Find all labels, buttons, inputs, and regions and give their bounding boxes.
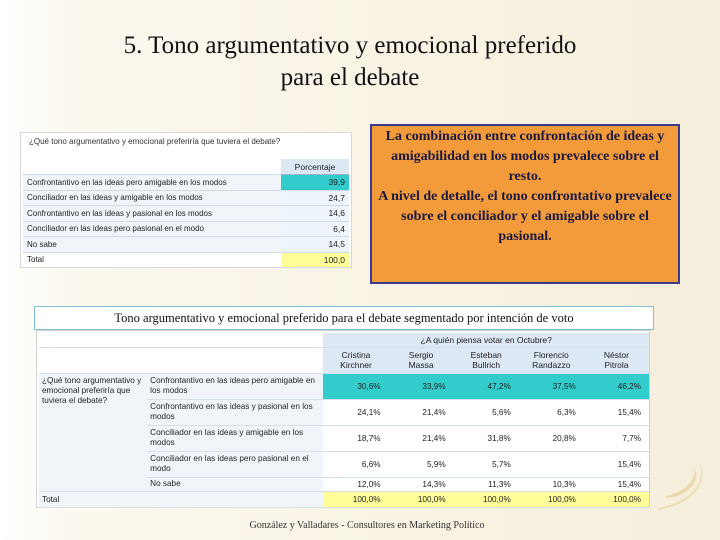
cell-value: 47,2% [454, 373, 519, 399]
candidate-first-name: Cristina [341, 350, 371, 360]
cell-value: 33,9% [389, 373, 454, 399]
table-row [23, 237, 349, 253]
candidate-last-name: Kirchner [340, 360, 372, 370]
swoosh-decoration-icon [648, 448, 718, 518]
candidate-header [323, 347, 388, 373]
cell-value: 20,8% [519, 425, 584, 451]
cell-value: 37,5% [519, 373, 584, 399]
cell-value: 7,7% [584, 425, 649, 451]
row-value: 24,7 [281, 190, 349, 206]
cell-value: 12,0% [323, 477, 388, 491]
table-row [23, 175, 349, 191]
callout-text-2: A nivel de detalle, el tono confrontativo prevalece sobre el conciliador y el amigable sobre el pasional. [378, 189, 672, 244]
candidate-first-name: Néstor [603, 350, 629, 360]
table-row [23, 221, 349, 237]
row-value: 39,9 [281, 175, 349, 191]
table-row [23, 206, 349, 222]
total-value: 100,0% [584, 491, 649, 507]
row-label: Confrontantivo en las ideas y pasional en los modos [23, 206, 281, 222]
cell-value: 31,8% [454, 425, 519, 451]
candidate-last-name: Pitrola [604, 360, 629, 370]
row-question: ¿Qué tono argumentativo y emocional preferiría que tuviera el debate? [39, 373, 147, 491]
cell-value: 6,6% [323, 451, 388, 477]
vote-question: ¿A quién piensa votar en Octubre? [323, 333, 649, 347]
table-row [39, 373, 649, 399]
total-value: 100,0% [389, 491, 454, 507]
cell-value: 21,4% [389, 425, 454, 451]
segmented-table [39, 333, 649, 508]
segmented-table-panel [36, 330, 650, 508]
row-value: 6,4 [281, 221, 349, 237]
total-value: 100,0% [519, 491, 584, 507]
candidate-last-name: Massa [408, 360, 434, 370]
summary-question: ¿Qué tono argumentativo y emocional preferiría que tuviera el debate? [29, 137, 281, 146]
header-blank [39, 333, 323, 347]
total-row [39, 491, 649, 507]
cell-value: 15,4% [584, 477, 649, 491]
cell-value: 18,7% [323, 425, 388, 451]
header-blank [39, 347, 323, 373]
row-label: No sabe [23, 237, 281, 253]
cell-value: 24,1% [323, 399, 388, 425]
summary-table [23, 159, 349, 268]
title-line-2: para el debate [280, 64, 420, 91]
slide-title [0, 30, 700, 94]
summary-header-percent: Porcentaje [281, 159, 349, 175]
row-value: 14,5 [281, 237, 349, 253]
cell-value: 46,2% [584, 373, 649, 399]
candidate-header [454, 347, 519, 373]
cell-value: 5,7% [454, 451, 519, 477]
candidate-last-name: Randazzo [532, 360, 571, 370]
cell-value [519, 451, 584, 477]
row-value: 14,6 [281, 206, 349, 222]
title-line-1: 5. Tono argumentativo y emocional preferido [123, 32, 577, 59]
row-label: Confrontantivo en las ideas pero amigable en los modos [147, 373, 323, 399]
candidate-header [389, 347, 454, 373]
total-label: Total [23, 252, 281, 268]
cell-value: 10,3% [519, 477, 584, 491]
total-value: 100,0% [323, 491, 388, 507]
cell-value: 5,9% [389, 451, 454, 477]
candidate-first-name: Sergio [408, 350, 434, 360]
row-label: Conciliador en las ideas y amigable en los modos [147, 425, 323, 451]
summary-table-panel [20, 132, 352, 268]
footer-credit: González y Valladares - Consultores en Marketing Político [249, 520, 485, 531]
total-label: Total [39, 491, 323, 507]
candidate-header [584, 347, 649, 373]
row-label: No sabe [147, 477, 323, 491]
candidate-last-name: Bullrich [472, 360, 501, 370]
summary-header-blank [23, 159, 281, 175]
row-label: Conciliador en las ideas y amigable en los modos [23, 190, 281, 206]
insight-callout [370, 124, 680, 284]
segmented-table-subtitle: Tono argumentativo y emocional preferido para el debate segmentado por intención de voto [34, 306, 654, 330]
row-label: Conciliador en las ideas pero pasional en el modo [147, 451, 323, 477]
callout-text-1: La combinación entre confrontación de ideas y amigabilidad en los modos prevalece sobre el resto. [385, 129, 665, 184]
cell-value: 5,6% [454, 399, 519, 425]
cell-value: 21,4% [389, 399, 454, 425]
total-value: 100,0 [281, 252, 349, 268]
cell-value: 30,6% [323, 373, 388, 399]
candidate-first-name: Florencio [533, 350, 569, 360]
total-row [23, 252, 349, 268]
cell-value: 15,4% [584, 451, 649, 477]
row-label: Confrontantivo en las ideas pero amigable en los modos [23, 175, 281, 191]
cell-value: 15,4% [584, 399, 649, 425]
candidate-first-name: Esteban [470, 350, 502, 360]
row-label: Confrontantivo en las ideas y pasional en los modos [147, 399, 323, 425]
cell-value: 6,3% [519, 399, 584, 425]
row-label: Conciliador en las ideas pero pasional en el modo [23, 221, 281, 237]
candidate-header [519, 347, 584, 373]
table-row [23, 190, 349, 206]
cell-value: 11,3% [454, 477, 519, 491]
cell-value: 14,3% [389, 477, 454, 491]
total-value: 100,0% [454, 491, 519, 507]
